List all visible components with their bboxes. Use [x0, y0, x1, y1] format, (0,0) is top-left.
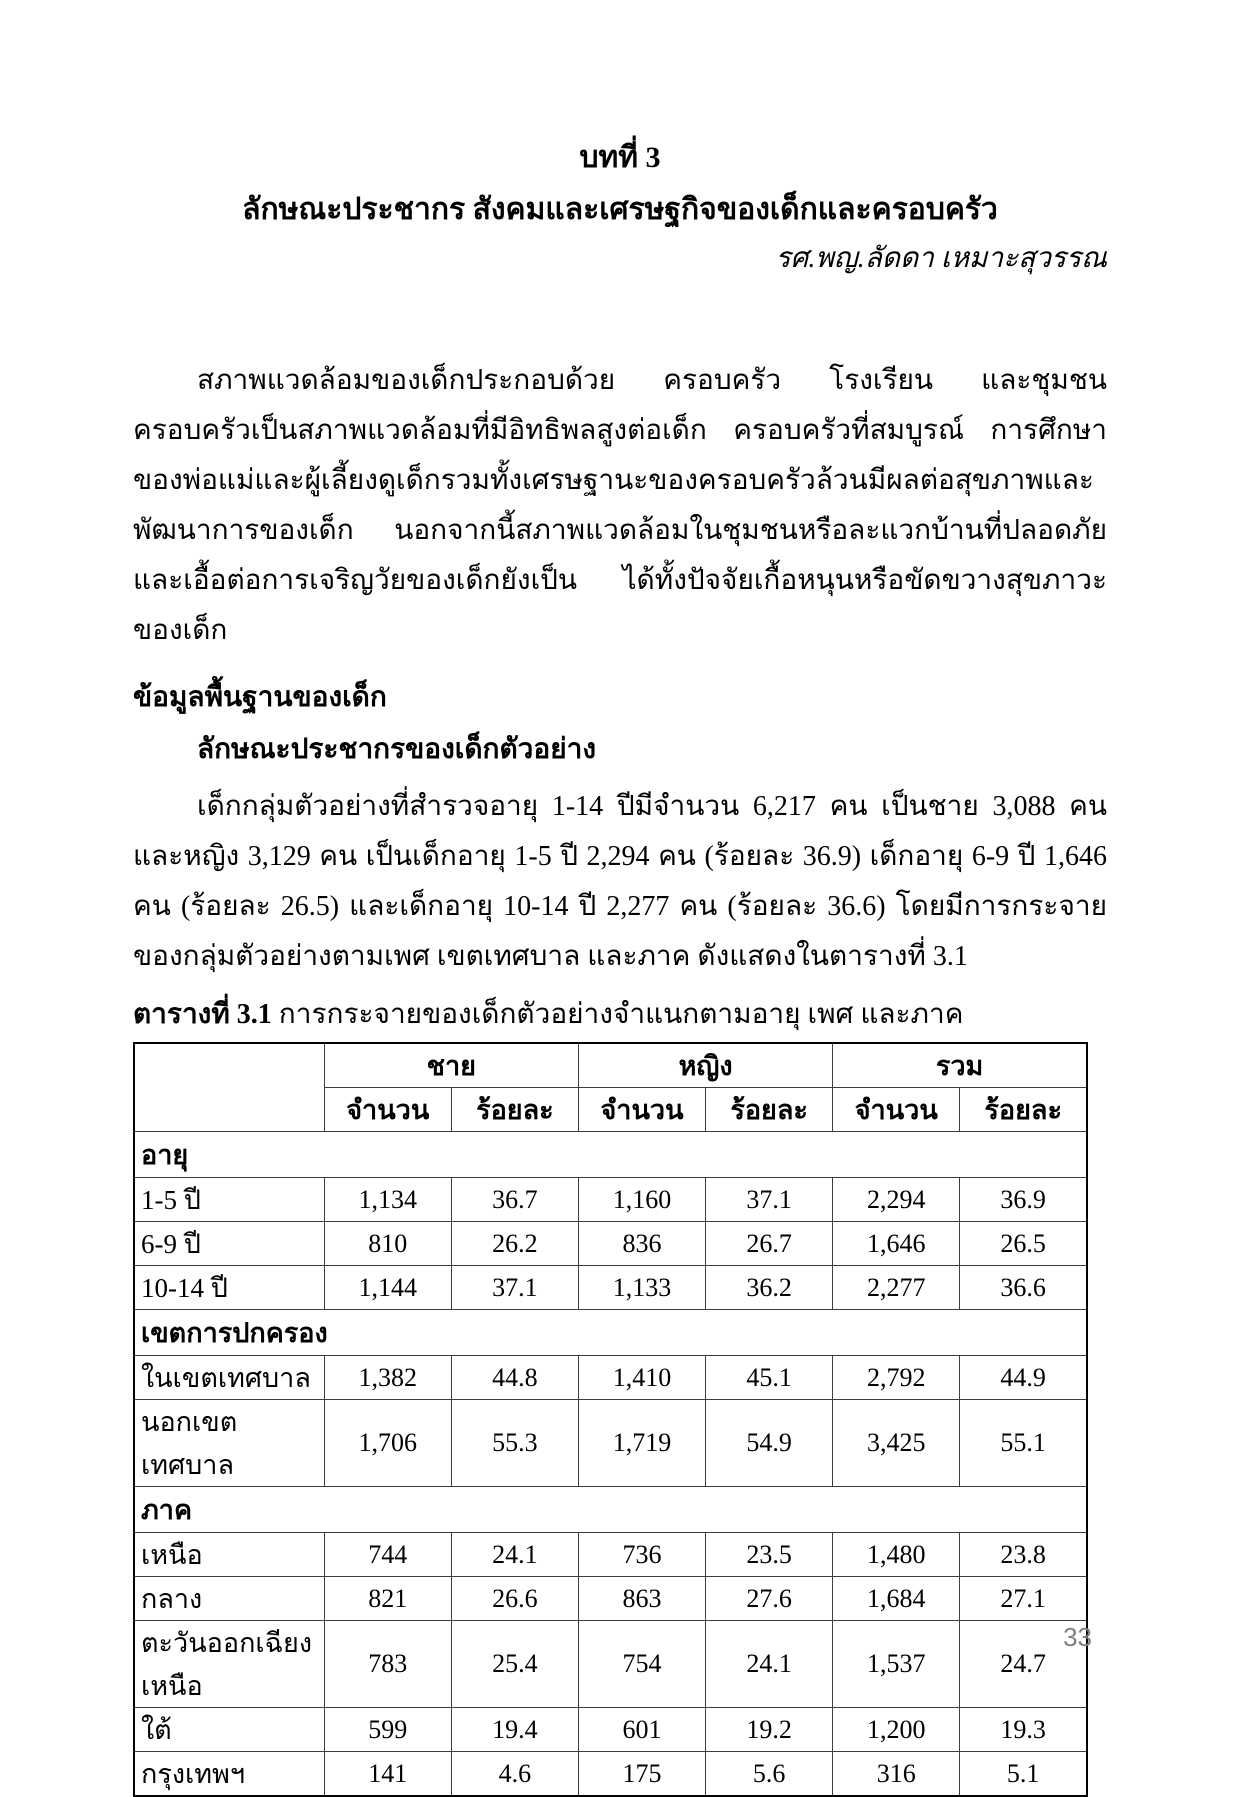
column-group-female: หญิง [578, 1043, 832, 1088]
cell-value: 1,646 [833, 1222, 960, 1266]
table-row [134, 1533, 1087, 1577]
page-number: 33 [1063, 1622, 1092, 1652]
cell-value: 26.5 [960, 1222, 1087, 1266]
cell-value: 5.6 [706, 1752, 833, 1797]
cell-value: 45.1 [706, 1356, 833, 1400]
header-group-row [134, 1043, 1087, 1088]
cell-value: 2,277 [833, 1266, 960, 1310]
author-name: รศ.พญ.ลัดดา เหมาะสุวรรณ [775, 243, 1107, 274]
chapter-title: บทที่ 3 [579, 141, 661, 174]
cell-value: 55.1 [960, 1400, 1087, 1487]
column-group-male: ชาย [324, 1043, 578, 1088]
cell-value: 1,200 [833, 1708, 960, 1752]
cell-value: 1,410 [578, 1356, 705, 1400]
intro-paragraph: สภาพแวดล้อมของเด็กประกอบด้วย ครอบครัว โรงเรียน และชุมชน ครอบครัวเป็นสภาพแวดล้อมที่มีอิทธิพลสูงต่อเด็ก ครอบครัวที่สมบูรณ์ การศึกษาของพ่อแม่และผู้เลี้ยงดูเด็กรวมทั้งเศรษฐานะของครอบครัวล้วนมีผลต่อสุขภาพและพัฒนาการของเด็ก นอกจากนี้สภาพแวดล้อมในชุมชนหรือละแวกบ้านที่ปลอดภัยและเอื้อต่อการเจริญวัยของเด็กยังเป็น ได้ทั้งปัจจัยเกื้อหนุนหรือขัดขวางสุขภาวะของเด็ก [133, 365, 1107, 646]
sample-paragraph: เด็กกลุ่มตัวอย่างที่สำรวจอายุ 1-14 ปีมีจำนวน 6,217 คน เป็นชาย 3,088 คน และหญิง 3,129 คน เป็นเด็กอายุ 1-5 ปี 2,294 คน (ร้อยละ 36.9) เด็กอายุ 6-9 ปี 1,646 คน (ร้อยละ 26.5) และเด็กอายุ 10-14 ปี 2,277 คน (ร้อยละ 36.6) โดยมีการกระจายของกลุ่มตัวอย่างตามเพศ เขตเทศบาล และภาค ดังแสดงในตารางที่ 3.1 [133, 791, 1107, 972]
cell-value: 54.9 [706, 1400, 833, 1487]
cell-value: 601 [578, 1708, 705, 1752]
subheader-female-percent: ร้อยละ [706, 1088, 833, 1132]
subheader-male-percent: ร้อยละ [451, 1088, 578, 1132]
table-row [134, 1577, 1087, 1621]
table-row [134, 1178, 1087, 1222]
cell-value: 55.3 [451, 1400, 578, 1487]
cell-value: 37.1 [706, 1178, 833, 1222]
cell-value: 19.3 [960, 1708, 1087, 1752]
cell-value: 44.9 [960, 1356, 1087, 1400]
table-corner-cell [134, 1043, 324, 1132]
cell-value: 599 [324, 1708, 451, 1752]
cell-value: 783 [324, 1621, 451, 1708]
cell-value: 1,133 [578, 1266, 705, 1310]
table-row [134, 1222, 1087, 1266]
cell-value: 24.1 [706, 1621, 833, 1708]
cell-value: 316 [833, 1752, 960, 1797]
cell-value: 2,792 [833, 1356, 960, 1400]
row-label: 1-5 ปี [134, 1178, 324, 1222]
cell-value: 27.1 [960, 1577, 1087, 1621]
table-caption-label: ตารางที่ 3.1 [133, 999, 272, 1030]
cell-value: 1,684 [833, 1577, 960, 1621]
cell-value: 5.1 [960, 1752, 1087, 1797]
cell-value: 736 [578, 1533, 705, 1577]
row-label: ในเขตเทศบาล [134, 1356, 324, 1400]
section-label: เขตการปกครอง [134, 1310, 1087, 1356]
cell-value: 1,144 [324, 1266, 451, 1310]
cell-value: 754 [578, 1621, 705, 1708]
cell-value: 1,706 [324, 1400, 451, 1487]
table-body [134, 1132, 1087, 1797]
row-label: 10-14 ปี [134, 1266, 324, 1310]
cell-value: 175 [578, 1752, 705, 1797]
cell-value: 1,719 [578, 1400, 705, 1487]
section-heading: ข้อมูลพื้นฐานของเด็ก [133, 682, 387, 713]
cell-value: 26.6 [451, 1577, 578, 1621]
cell-value: 19.4 [451, 1708, 578, 1752]
column-group-total: รวม [833, 1043, 1087, 1088]
row-label: ใต้ [134, 1708, 324, 1752]
table-row [134, 1621, 1087, 1708]
subsection-heading: ลักษณะประชากรของเด็กตัวอย่าง [197, 734, 597, 765]
cell-value: 36.6 [960, 1266, 1087, 1310]
table-section-row [134, 1487, 1087, 1533]
cell-value: 26.2 [451, 1222, 578, 1266]
table-row [134, 1400, 1087, 1487]
cell-value: 37.1 [451, 1266, 578, 1310]
table-caption-text: การกระจายของเด็กตัวอย่างจำแนกตามอายุ เพศ และภาค [271, 999, 964, 1030]
subheader-total-count: จำนวน [833, 1088, 960, 1132]
cell-value: 24.7 [960, 1621, 1087, 1708]
table-section-row [134, 1310, 1087, 1356]
row-label: เหนือ [134, 1533, 324, 1577]
table-caption [133, 998, 1107, 1032]
cell-value: 744 [324, 1533, 451, 1577]
sample-distribution-table [133, 1042, 1088, 1797]
cell-value: 141 [324, 1752, 451, 1797]
cell-value: 1,134 [324, 1178, 451, 1222]
cell-value: 1,537 [833, 1621, 960, 1708]
cell-value: 23.8 [960, 1533, 1087, 1577]
cell-value: 44.8 [451, 1356, 578, 1400]
section-label: อายุ [134, 1132, 1087, 1178]
table-row [134, 1266, 1087, 1310]
cell-value: 25.4 [451, 1621, 578, 1708]
table-row [134, 1708, 1087, 1752]
cell-value: 24.1 [451, 1533, 578, 1577]
subheader-female-count: จำนวน [578, 1088, 705, 1132]
subheader-total-percent: ร้อยละ [960, 1088, 1087, 1132]
table-section-row [134, 1132, 1087, 1178]
subheader-male-count: จำนวน [324, 1088, 451, 1132]
cell-value: 4.6 [451, 1752, 578, 1797]
cell-value: 19.2 [706, 1708, 833, 1752]
cell-value: 1,480 [833, 1533, 960, 1577]
table-row [134, 1356, 1087, 1400]
section-label: ภาค [134, 1487, 1087, 1533]
row-label: กลาง [134, 1577, 324, 1621]
row-label: ตะวันออกเฉียงเหนือ [134, 1621, 324, 1708]
chapter-subtitle: ลักษณะประชากร สังคมและเศรษฐกิจของเด็กและครอบครัว [242, 193, 998, 226]
cell-value: 26.7 [706, 1222, 833, 1266]
row-label: นอกเขตเทศบาล [134, 1400, 324, 1487]
cell-value: 36.2 [706, 1266, 833, 1310]
cell-value: 821 [324, 1577, 451, 1621]
cell-value: 36.7 [451, 1178, 578, 1222]
cell-value: 3,425 [833, 1400, 960, 1487]
row-label: 6-9 ปี [134, 1222, 324, 1266]
cell-value: 23.5 [706, 1533, 833, 1577]
cell-value: 2,294 [833, 1178, 960, 1222]
cell-value: 810 [324, 1222, 451, 1266]
cell-value: 1,382 [324, 1356, 451, 1400]
row-label: กรุงเทพฯ [134, 1752, 324, 1797]
cell-value: 863 [578, 1577, 705, 1621]
table-row [134, 1752, 1087, 1797]
cell-value: 27.6 [706, 1577, 833, 1621]
cell-value: 1,160 [578, 1178, 705, 1222]
cell-value: 836 [578, 1222, 705, 1266]
cell-value: 36.9 [960, 1178, 1087, 1222]
